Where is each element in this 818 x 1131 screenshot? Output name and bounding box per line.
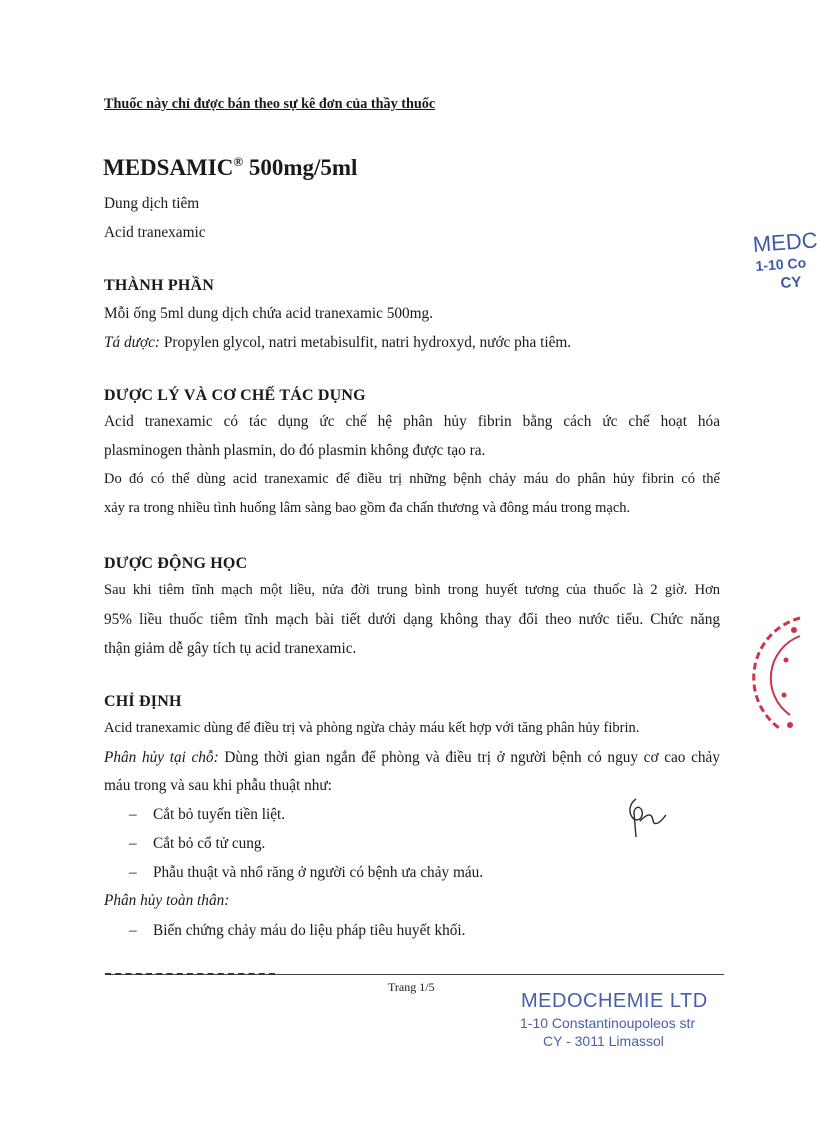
red-seal-icon: [760, 600, 800, 760]
registered-mark: ®: [233, 154, 244, 169]
local-item-2: Cắt bỏ cổ tử cung.: [153, 835, 266, 852]
pharmacokinetics-heading: DƯỢC ĐỘNG HỌC: [104, 555, 248, 572]
composition-line: Mỗi ống 5ml dung dịch chứa acid tranexamic 500mg.: [104, 305, 434, 322]
product-strength: 500mg/5ml: [243, 155, 358, 180]
local-fibrinolysis-line-2: máu trong và sau khi phẫu thuật như:: [104, 777, 332, 794]
composition-heading: THÀNH PHẦN: [104, 277, 214, 294]
pharmacokinetics-line-2: 95% liều thuốc tiêm tĩnh mạch bài tiết dưới dạng không thay đổi theo nước tiểu. Chức năng: [104, 611, 720, 628]
company-stamp-city: CY - 3011 Limassol: [543, 1033, 664, 1049]
pharmacology-line-1: Acid tranexamic có tác dụng ức chế hệ phân hủy fibrin bằng cách ức chế hoạt hóa: [104, 413, 720, 430]
prescription-notice: Thuốc này chỉ được bán theo sự kê đơn của thầy thuốc: [104, 96, 436, 112]
excipients-label: Tá dược:: [104, 334, 161, 351]
page-number: Trang 1/5: [388, 980, 435, 994]
local-item-3: Phẫu thuật và nhổ răng ở người có bệnh ưa chảy máu.: [153, 864, 484, 881]
excipients-text: Propylen glycol, natri metabisulfit, natri hydroxyd, nước pha tiêm.: [160, 334, 572, 351]
side-stamp-line-2: 1-10 Co: [755, 254, 807, 274]
indications-line-1: Acid tranexamic dùng để điều trị và phòng ngừa chảy máu kết hợp với tăng phân hủy fibrin.: [104, 720, 640, 736]
pharmacokinetics-line-1: Sau khi tiêm tĩnh mạch một liều, nửa đời trung bình trong huyết tương của thuốc là 2 giờ. Hơn: [104, 582, 720, 598]
side-stamp-line-1: MEDC: [752, 227, 818, 257]
product-form: Dung dịch tiêm: [104, 195, 200, 212]
company-stamp-address: 1-10 Constantinoupoleos str: [520, 1015, 696, 1031]
pharmacology-heading: DƯỢC LÝ VÀ CƠ CHẾ TÁC DỤNG: [104, 387, 366, 404]
local-item-1: Cắt bỏ tuyến tiền liệt.: [153, 806, 286, 823]
footer-rule-dashed: [105, 973, 275, 975]
list-dash: –: [129, 806, 137, 823]
product-title: [103, 154, 357, 181]
indications-heading: CHỈ ĐỊNH: [104, 693, 182, 710]
company-stamp-name: MEDOCHEMIE LTD: [521, 990, 708, 1012]
pharmacokinetics-line-3: thận giảm dễ gây tích tụ acid tranexamic.: [104, 640, 357, 657]
signature-icon: [622, 795, 670, 841]
product-ingredient: Acid tranexamic: [104, 224, 206, 241]
pharmacology-line-3: Do đó có thể dùng acid tranexamic để điều trị những bệnh chảy máu do phân hủy fibrin có thể: [104, 471, 720, 487]
product-name: MEDSAMIC: [103, 155, 234, 180]
list-dash: –: [129, 835, 137, 852]
local-fibrinolysis-text: Dùng thời gian ngắn để phòng và điều trị ở người bệnh có nguy cơ cao chảy: [218, 749, 720, 766]
list-dash: –: [129, 864, 137, 881]
excipients-line: [104, 334, 571, 352]
pharmacology-line-4: xảy ra trong nhiều tình huống lâm sàng bao gồm đa chấn thương và đông máu trong mạch.: [104, 500, 631, 516]
local-fibrinolysis-line: [104, 749, 720, 767]
side-stamp-line-3: CY: [780, 273, 802, 292]
systemic-item-1: Biến chứng chảy máu do liệu pháp tiêu huyết khối.: [153, 922, 466, 939]
pharmacology-line-2: plasminogen thành plasmin, do đó plasmin không được tạo ra.: [104, 442, 486, 459]
systemic-fibrinolysis-label: Phân hủy toàn thân:: [104, 892, 230, 909]
local-fibrinolysis-label: Phân hủy tại chỗ:: [104, 749, 219, 766]
list-dash: –: [129, 922, 137, 939]
